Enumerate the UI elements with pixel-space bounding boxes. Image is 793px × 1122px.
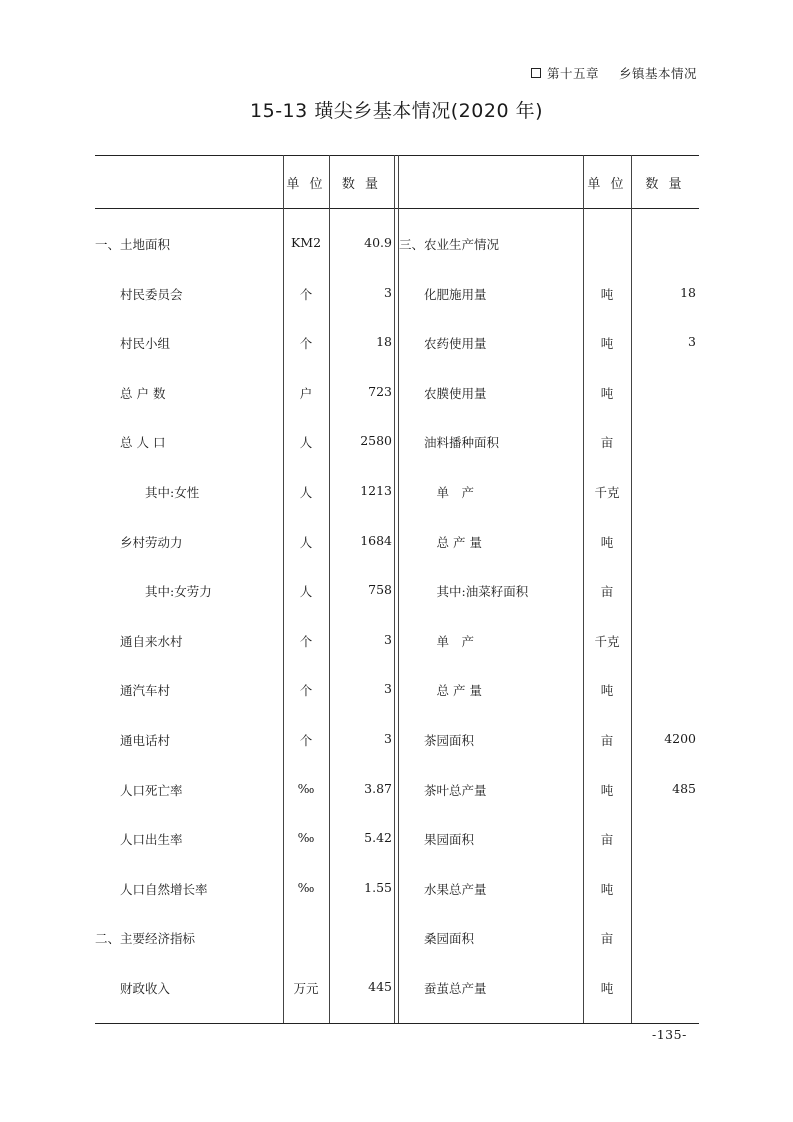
row-unit-right: 吨 — [600, 981, 614, 996]
row-name: 财政收入 — [95, 981, 171, 996]
row-unit-right: 吨 — [600, 385, 614, 401]
row-qty-right: 4200 — [664, 731, 696, 746]
row-unit-right: 亩 — [600, 733, 614, 748]
row-unit-right: 千克 — [594, 485, 620, 500]
row-unit: KM2 — [290, 235, 322, 250]
row-unit: ‰ — [297, 830, 315, 846]
row-name-right: 果园面积 — [399, 832, 475, 848]
row-name: 二、主要经济指标 — [95, 931, 196, 947]
row-unit-right: 吨 — [600, 336, 614, 352]
row-unit-right: 吨 — [600, 534, 614, 550]
row-unit-right: 吨 — [600, 881, 614, 897]
row-unit-right: 亩 — [600, 832, 614, 848]
data-table — [95, 155, 699, 1025]
table-row — [95, 285, 699, 305]
row-name-right: 单 产 — [399, 485, 475, 500]
row-unit: 个 — [299, 633, 313, 649]
table-row — [95, 830, 699, 850]
row-name: 村民委员会 — [95, 286, 183, 302]
table-row — [95, 781, 699, 801]
row-unit: 户 — [299, 385, 313, 401]
row-name-right: 总 产 量 — [399, 683, 482, 699]
row-name: 乡村劳动力 — [95, 534, 183, 550]
page-number: -135- — [652, 1027, 687, 1042]
row-qty: 723 — [368, 383, 392, 399]
header-qty: 数 量 — [341, 177, 382, 192]
table-row — [95, 433, 699, 453]
row-name-right: 其中:油菜籽面积 — [399, 584, 529, 600]
row-name-right: 茶叶总产量 — [399, 782, 487, 798]
row-qty: 445 — [368, 979, 392, 994]
row-unit-right: 亩 — [600, 931, 614, 947]
row-unit: 人 — [299, 534, 313, 550]
row-name: 通自来水村 — [95, 633, 183, 649]
row-name: 其中:女性 — [95, 485, 200, 500]
row-name: 人口出生率 — [95, 832, 183, 848]
row-name-right: 桑园面积 — [399, 931, 475, 947]
table-row — [95, 533, 699, 553]
table-row — [95, 235, 699, 255]
row-name: 村民小组 — [95, 336, 171, 352]
row-qty: 2580 — [360, 433, 392, 449]
row-name: 人口死亡率 — [95, 782, 183, 798]
row-qty-right: 3 — [688, 334, 696, 350]
row-name-right: 总 产 量 — [399, 534, 482, 550]
row-unit: 个 — [299, 683, 313, 699]
row-unit: ‰ — [297, 780, 315, 796]
row-name-right: 蚕茧总产量 — [399, 981, 487, 996]
header-unit: 单 位 — [286, 177, 326, 192]
row-name: 一、土地面积 — [95, 237, 171, 252]
row-name-right: 化肥施用量 — [399, 286, 487, 302]
table-row — [95, 929, 699, 949]
row-unit-right: 千克 — [594, 633, 620, 649]
row-unit-right: 吨 — [600, 782, 614, 798]
row-name-right: 水果总产量 — [399, 881, 487, 897]
table-row — [95, 632, 699, 652]
row-qty: 18 — [376, 334, 392, 350]
row-unit: 万元 — [293, 981, 319, 996]
row-unit: 个 — [299, 286, 313, 302]
row-qty: 3 — [384, 284, 392, 300]
row-unit: 个 — [299, 733, 313, 748]
row-qty: 1.55 — [364, 879, 392, 895]
table-row — [95, 979, 699, 999]
row-name-right: 单 产 — [399, 633, 475, 649]
header-unit-right: 单 位 — [587, 177, 627, 192]
row-unit: 人 — [299, 435, 313, 451]
table-row — [95, 582, 699, 602]
header-qty-right: 数 量 — [645, 177, 685, 192]
row-qty: 5.42 — [364, 830, 392, 846]
square-icon — [531, 68, 541, 78]
running-header — [531, 64, 697, 82]
row-name: 其中:女劳力 — [95, 584, 212, 600]
row-qty-right: 18 — [680, 284, 696, 300]
table-row — [95, 880, 699, 900]
row-unit-right: 亩 — [600, 435, 614, 451]
row-name-right: 农膜使用量 — [399, 385, 487, 401]
row-qty: 40.9 — [364, 235, 392, 250]
row-name-right: 农药使用量 — [399, 336, 487, 352]
row-unit: 人 — [299, 485, 313, 500]
row-unit-right: 吨 — [600, 286, 614, 302]
row-name: 总 人 口 — [95, 435, 166, 451]
row-qty-right: 485 — [672, 780, 696, 796]
page-title: 15-13 璜尖乡基本情况(2020 年) — [250, 100, 543, 122]
row-unit: ‰ — [297, 879, 315, 895]
table-bottom-rule — [95, 1023, 699, 1024]
row-unit: 人 — [299, 584, 313, 600]
row-qty: 1213 — [360, 483, 392, 498]
table-row — [95, 681, 699, 701]
row-qty: 3.87 — [364, 780, 392, 796]
table-row — [95, 483, 699, 503]
row-name-right: 茶园面积 — [399, 733, 475, 748]
row-qty: 1684 — [360, 532, 392, 548]
row-name-right: 油料播种面积 — [399, 435, 500, 451]
row-name: 通汽车村 — [95, 683, 171, 699]
table-row — [95, 384, 699, 404]
section-label: 乡镇基本情况 — [618, 66, 697, 81]
row-unit-right: 吨 — [600, 683, 614, 699]
row-unit: 个 — [299, 336, 313, 352]
row-name-right: 三、农业生产情况 — [399, 237, 500, 252]
row-qty: 758 — [368, 582, 392, 598]
row-qty: 3 — [384, 681, 392, 697]
row-qty: 3 — [384, 631, 392, 647]
chapter-label: 第十五章 — [546, 66, 599, 81]
row-qty: 3 — [384, 731, 392, 746]
row-name: 总 户 数 — [95, 385, 166, 401]
row-name: 人口自然增长率 — [95, 881, 208, 897]
table-row — [95, 731, 699, 751]
row-name: 通电话村 — [95, 733, 171, 748]
row-unit-right: 亩 — [600, 584, 614, 600]
table-row — [95, 334, 699, 354]
